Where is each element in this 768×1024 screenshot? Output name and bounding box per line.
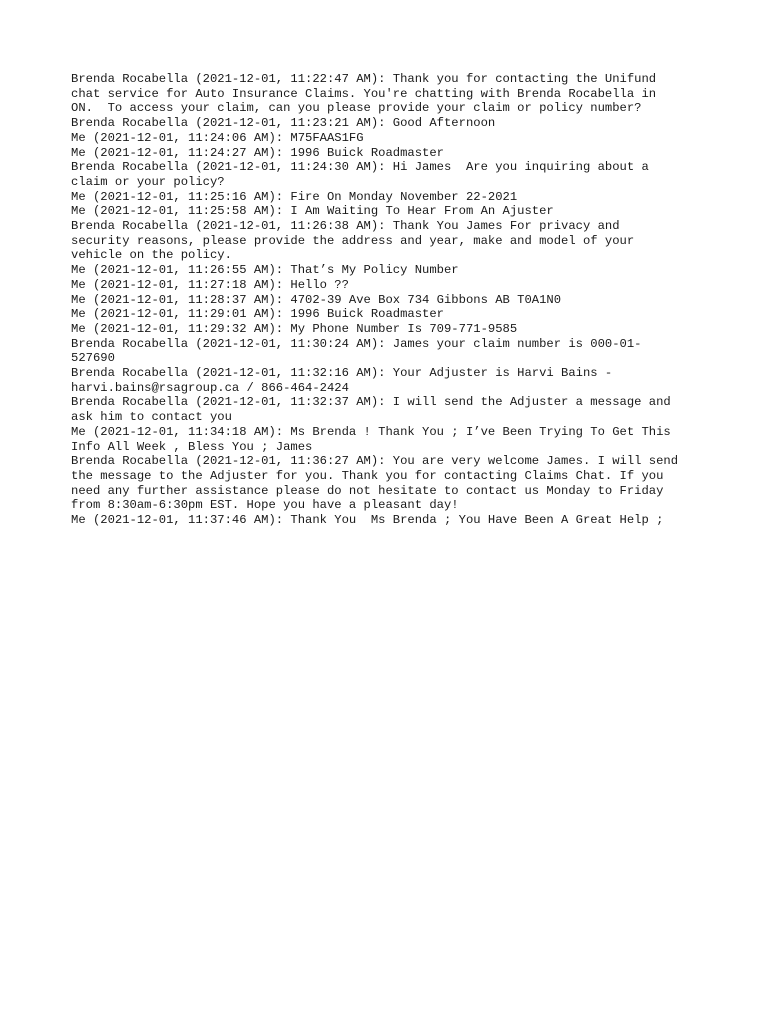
transcript-line: Brenda Rocabella (2021-12-01, 11:26:38 AM): Thank You James For privacy and xyxy=(71,219,620,234)
transcript-line: Me (2021-12-01, 11:24:27 AM): 1996 Buick Roadmaster xyxy=(71,145,444,160)
transcript-line: chat service for Auto Insurance Claims. You're chatting with Brenda Rocabella in xyxy=(71,86,657,101)
transcript-line: Me (2021-12-01, 11:29:32 AM): My Phone Number Is 709-771-9585 xyxy=(71,321,518,336)
chat-transcript xyxy=(71,72,711,528)
transcript-line: Brenda Rocabella (2021-12-01, 11:32:16 AM): Your Adjuster is Harvi Bains - xyxy=(71,366,613,381)
transcript-line: Me (2021-12-01, 11:25:58 AM): I Am Waiting To Hear From An Ajuster xyxy=(71,204,554,219)
transcript-line: Me (2021-12-01, 11:26:55 AM): That’s My Policy Number xyxy=(71,263,459,278)
transcript-line: Me (2021-12-01, 11:28:37 AM): 4702-39 Ave Box 734 Gibbons AB T0A1N0 xyxy=(71,292,562,307)
transcript-line: ask him to contact you xyxy=(71,410,232,425)
transcript-line: Brenda Rocabella (2021-12-01, 11:23:21 AM): Good Afternoon xyxy=(71,116,496,131)
transcript-line: Info All Week , Bless You ; James xyxy=(71,439,313,454)
transcript-line: ON. To access your claim, can you please provide your claim or policy number? xyxy=(71,101,642,116)
transcript-line: Brenda Rocabella (2021-12-01, 11:36:27 AM): You are very welcome James. I will send xyxy=(71,454,679,469)
transcript-line: Brenda Rocabella (2021-12-01, 11:24:30 AM): Hi James Are you inquiring about a xyxy=(71,160,649,175)
transcript-line: from 8:30am-6:30pm EST. Hope you have a pleasant day! xyxy=(71,498,459,513)
transcript-line: the message to the Adjuster for you. Thank you for contacting Claims Chat. If you xyxy=(71,468,664,483)
transcript-line: Brenda Rocabella (2021-12-01, 11:30:24 AM): James your claim number is 000-01- xyxy=(71,336,642,351)
transcript-line: Brenda Rocabella (2021-12-01, 11:32:37 AM): I will send the Adjuster a message and xyxy=(71,395,671,410)
transcript-line: Me (2021-12-01, 11:27:18 AM): Hello ?? xyxy=(71,277,349,292)
transcript-line: Brenda Rocabella (2021-12-01, 11:22:47 AM): Thank you for contacting the Unifund xyxy=(71,72,657,86)
transcript-line: 527690 xyxy=(71,351,115,366)
transcript-line: harvi.bains@rsagroup.ca / 866-464-2424 xyxy=(71,380,349,395)
transcript-line: Me (2021-12-01, 11:37:46 AM): Thank You Ms Brenda ; You Have Been A Great Help ; xyxy=(71,513,664,528)
transcript-line: Me (2021-12-01, 11:34:18 AM): Ms Brenda ! Thank You ; I’ve Been Trying To Get This xyxy=(71,424,671,439)
transcript-line: need any further assistance please do not hesitate to contact us Monday to Friday xyxy=(71,483,664,498)
transcript-line: claim or your policy? xyxy=(71,174,225,189)
transcript-line: Me (2021-12-01, 11:24:06 AM): M75FAAS1FG xyxy=(71,130,364,145)
transcript-line: security reasons, please provide the address and year, make and model of your xyxy=(71,233,635,248)
transcript-line: Me (2021-12-01, 11:25:16 AM): Fire On Monday November 22-2021 xyxy=(71,189,518,204)
transcript-line: Me (2021-12-01, 11:29:01 AM): 1996 Buick Roadmaster xyxy=(71,307,444,322)
transcript-line: vehicle on the policy. xyxy=(71,248,232,263)
